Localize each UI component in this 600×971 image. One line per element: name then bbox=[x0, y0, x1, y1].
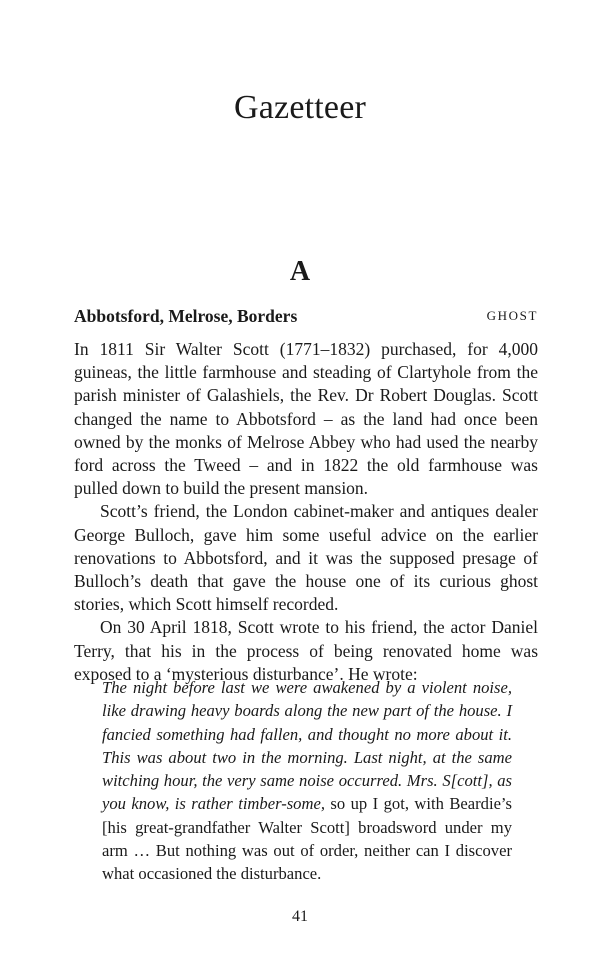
block-quote bbox=[102, 676, 512, 886]
paragraph: On 30 April 1818, Scott wrote to his friend, the actor Daniel Terry, that his in the process of being renovated home was exposed to a ‘mysterious disturbance’. He wrote: bbox=[74, 617, 538, 684]
quote-text-roman: so up I got, with Beardie’s [his great-grandfather Walter Scott] broadsword under my arm … But nothing was out of order, neither can I discover what occasioned the disturbance. bbox=[102, 794, 513, 884]
chapter-title: Gazetteer bbox=[233, 88, 367, 126]
entry-body bbox=[74, 338, 538, 686]
page-number: 41 bbox=[292, 908, 308, 925]
paragraph: Scott’s friend, the London cabinet-maker and antiques dealer George Bulloch, gave him some useful advice on the earlier renovations to Abbotsford, and it was the supposed presage of Bulloch’s death that gave the house one of its curious ghost stories, which Scott himself recorded. bbox=[74, 501, 538, 615]
quote-text-italic: The night before last we were awakened by a violent noise, like drawing heavy boards along the new part of the house. I fancied something had fallen, and thought no more about it. This was about two in the morning. Last night, at the same witching hour, the very same noise occurred. Mrs. S[cott], as you know, is rather timber-some, bbox=[102, 678, 512, 814]
paragraph: In 1811 Sir Walter Scott (1771–1832) purchased, for 4,000 guineas, the little farmhouse and steading of Clartyhole from the parish minister of Galashiels, the Rev. Dr Robert Douglas. Scott changed the name to Abbotsford – as the land had once been owned by the monks of Melrose Abbey who had used the nearby ford across the Tweed – and in 1822 the old farmhouse was pulled down to build the present mansion. bbox=[74, 339, 538, 499]
entry-heading bbox=[74, 306, 538, 328]
entry-title: Abbotsford, Melrose, Borders bbox=[74, 306, 298, 326]
entry-category-tag: GHOST bbox=[486, 308, 538, 323]
section-letter: A bbox=[289, 256, 311, 287]
